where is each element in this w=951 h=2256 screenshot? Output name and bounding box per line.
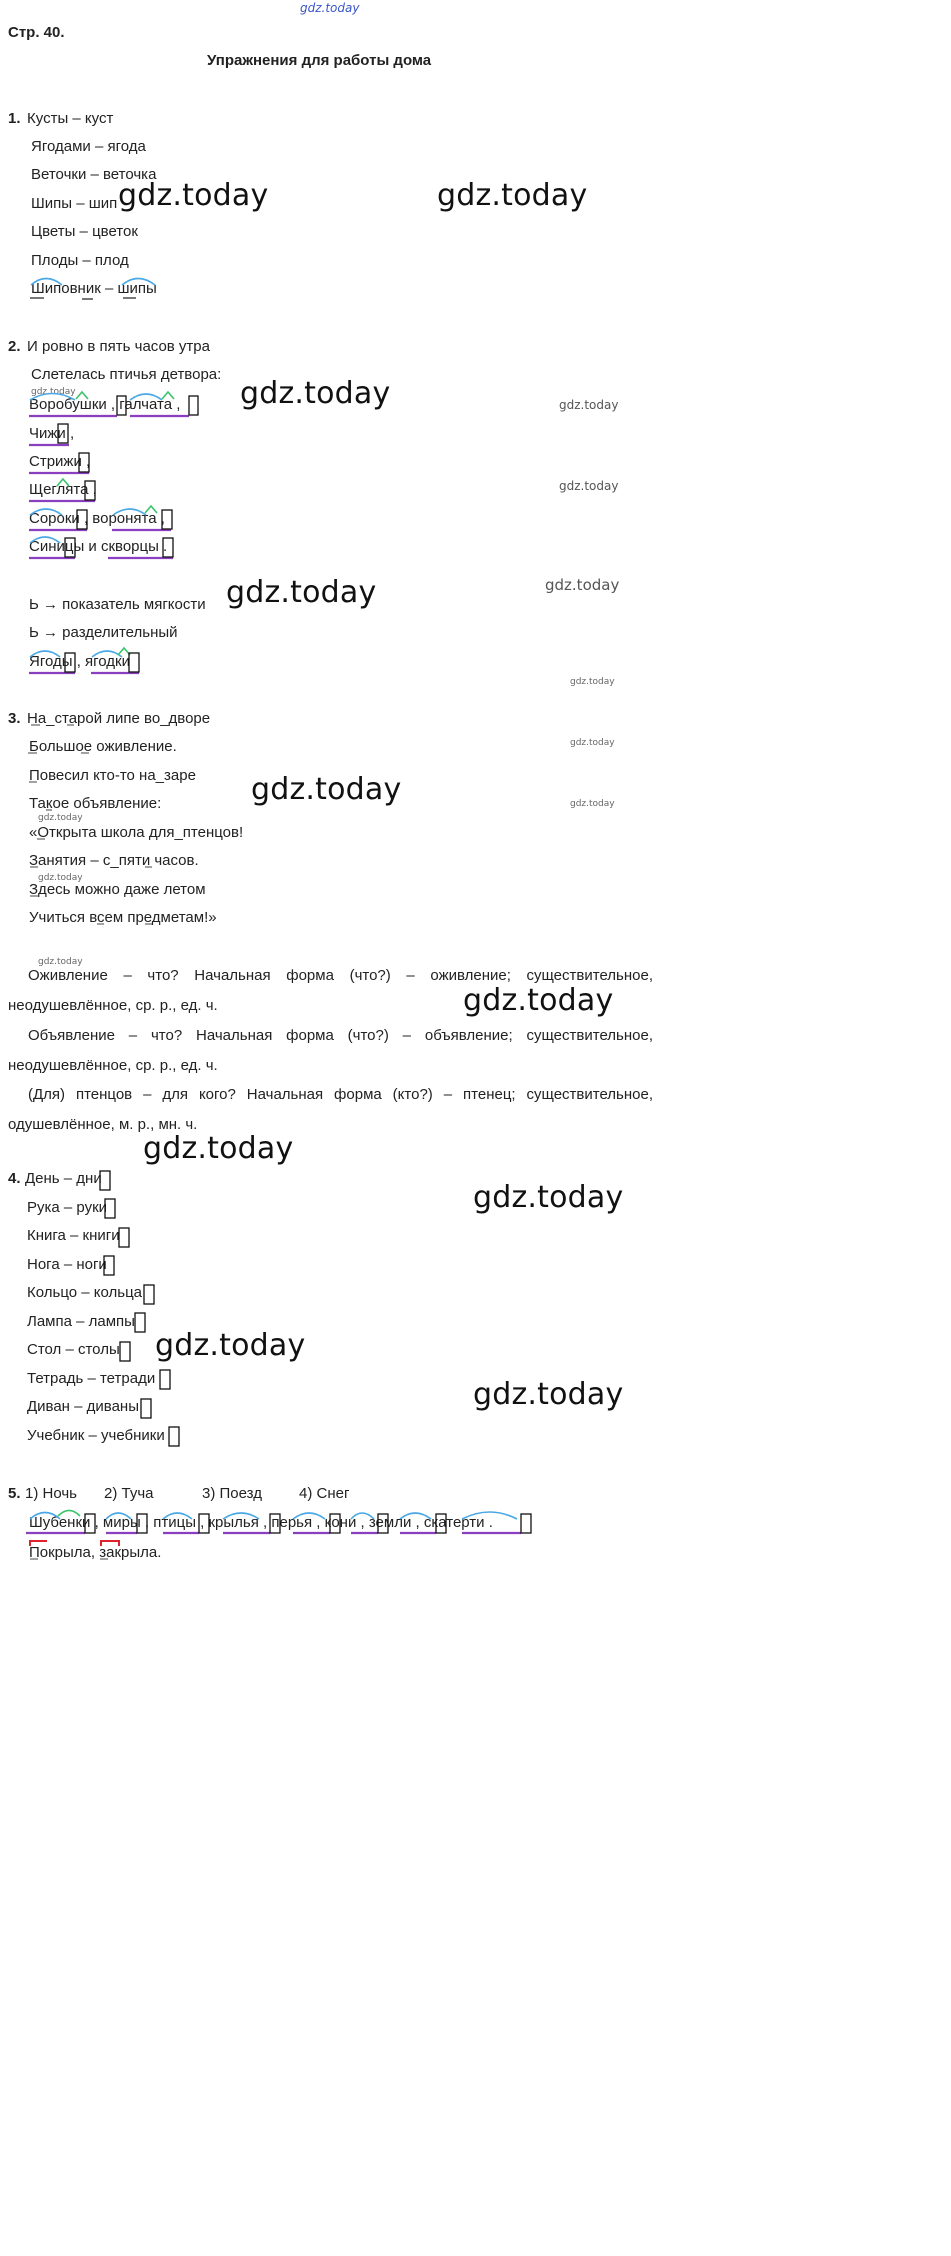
ex3-analysis: Оживление – что? Начальная форма (что?) – оживление; существительное, неодушевлённое, ср. р., ед. ч.: [8, 967, 653, 1014]
ex4-line: Тетрадь – тетради: [27, 1370, 156, 1387]
ex3-line: Учиться всем предметам!»: [29, 909, 217, 926]
ex4-line: День – дни: [25, 1170, 102, 1187]
ex5-number: 5.: [8, 1485, 21, 1502]
ex2-line: И ровно в пять часов утра: [27, 338, 210, 355]
ex3-line: Занятия – с_пяти часов.: [29, 852, 199, 869]
ex1-line: Веточки – веточка: [31, 166, 157, 183]
ex5-option: 1) Ночь: [25, 1485, 77, 1502]
watermark: gdz.today: [226, 575, 377, 610]
ex4-line: Кольцо – кольца: [27, 1284, 143, 1301]
ex4-line: Диван – диваны: [27, 1398, 139, 1415]
watermark: gdz.today: [251, 772, 402, 807]
ex5-option: 4) Снег: [299, 1485, 350, 1502]
ending-box: [141, 1399, 151, 1418]
watermark: gdz.today: [559, 479, 619, 493]
ex3-number: 3.: [8, 710, 21, 727]
ex1-line: Ягодами – ягода: [31, 138, 146, 155]
ending-box: [144, 1285, 154, 1304]
watermark: gdz.today: [463, 983, 614, 1018]
watermark: gdz.today: [473, 1180, 624, 1215]
ex3-analysis: Объявление – что? Начальная форма (что?) – объявление; существительное, неодушевлённое, ср. р., ед. ч.: [8, 1027, 653, 1074]
ending-box: [135, 1313, 145, 1332]
ending-box: [120, 1342, 130, 1361]
ex5-option: 3) Поезд: [202, 1485, 262, 1502]
ex2-line: Сороки , воронята ,: [29, 510, 165, 527]
watermark: gdz.today: [118, 178, 269, 213]
watermark: gdz.today: [437, 178, 588, 213]
ex4-line: Нога – ноги: [27, 1256, 107, 1273]
ending-box: [160, 1370, 170, 1389]
ex4-line: Стол – столы: [27, 1341, 120, 1358]
ex2-line: Чижи ,: [29, 425, 75, 442]
ex2-number: 2.: [8, 338, 21, 355]
ex3-line: Здесь можно даже летом: [29, 881, 206, 898]
ex5-line: Покрыла, закрыла.: [29, 1544, 162, 1561]
ex3-line: Большое оживление.: [29, 738, 177, 755]
ex3-line: Такое объявление:: [29, 795, 162, 812]
watermark: gdz.today: [38, 957, 83, 967]
watermark: gdz.today: [31, 387, 76, 397]
ex2-line: Щеглята ,: [29, 481, 97, 498]
ex1-line: Шиповник – шипы: [31, 280, 157, 297]
ex2-line: Слетелась птичья детвора:: [31, 366, 222, 383]
ex2-line: Стрижи ,: [29, 453, 91, 470]
ending-box: [169, 1427, 179, 1446]
ex2-line: Воробушки , галчата ,: [29, 396, 181, 413]
watermark: gdz.today: [143, 1131, 294, 1166]
ex2-line: Ягоды , ягодки: [29, 653, 130, 670]
ex4-line: Учебник – учебники: [27, 1427, 165, 1444]
ex3-line: На_старой липе во_дворе: [27, 710, 211, 727]
watermark: gdz.today: [473, 1377, 624, 1412]
ex1-number: 1.: [8, 110, 21, 127]
watermark: gdz.today: [545, 576, 620, 594]
watermark: gdz.today: [38, 873, 83, 883]
ending-box: [119, 1228, 129, 1247]
ex2-line: Синицы и скворцы .: [29, 538, 168, 555]
watermark: gdz.today: [155, 1328, 306, 1363]
watermark: gdz.today: [570, 799, 615, 809]
ex2-note: Ь → показатель мягкости: [29, 596, 206, 613]
ex3-analysis: (Для) птенцов – для кого? Начальная форма (кто?) – птенец; существительное, одушевлённое, м. р., мн. ч.: [8, 1086, 653, 1133]
ex5-line: Шубенки , миры , птицы , крылья , перья , кони , земли , скатерти .: [29, 1514, 493, 1531]
ex1-line: Шипы – шип: [31, 195, 118, 212]
ex4-line: Рука – руки: [27, 1199, 108, 1216]
ex1-line: Кусты – куст: [27, 110, 114, 127]
watermark: gdz.today: [570, 677, 615, 687]
page-heading: Упражнения для работы дома: [207, 52, 432, 69]
ending-box: [521, 1514, 531, 1533]
ex5-option: 2) Туча: [104, 1485, 154, 1502]
watermark-top: gdz.today: [300, 1, 360, 15]
watermark: gdz.today: [570, 738, 615, 748]
page-ref: Стр. 40.: [8, 24, 65, 41]
watermark: gdz.today: [38, 813, 83, 823]
ex4-line: Лампа – лампы: [27, 1313, 135, 1330]
ex1-line: Плоды – плод: [31, 252, 129, 269]
watermark: gdz.today: [240, 376, 391, 411]
ex4-number: 4.: [8, 1170, 21, 1187]
ex2-note: Ь → разделительный: [29, 624, 178, 641]
ex3-line: «Открыта школа для_птенцов!: [29, 824, 244, 841]
ex3-line: Повесил кто-то на_заре: [29, 767, 196, 784]
ending-box: [129, 653, 139, 672]
watermark: gdz.today: [559, 398, 619, 412]
ex1-line: Цветы – цветок: [31, 223, 138, 240]
ending-box: [189, 396, 198, 415]
ex4-line: Книга – книги: [27, 1227, 120, 1244]
